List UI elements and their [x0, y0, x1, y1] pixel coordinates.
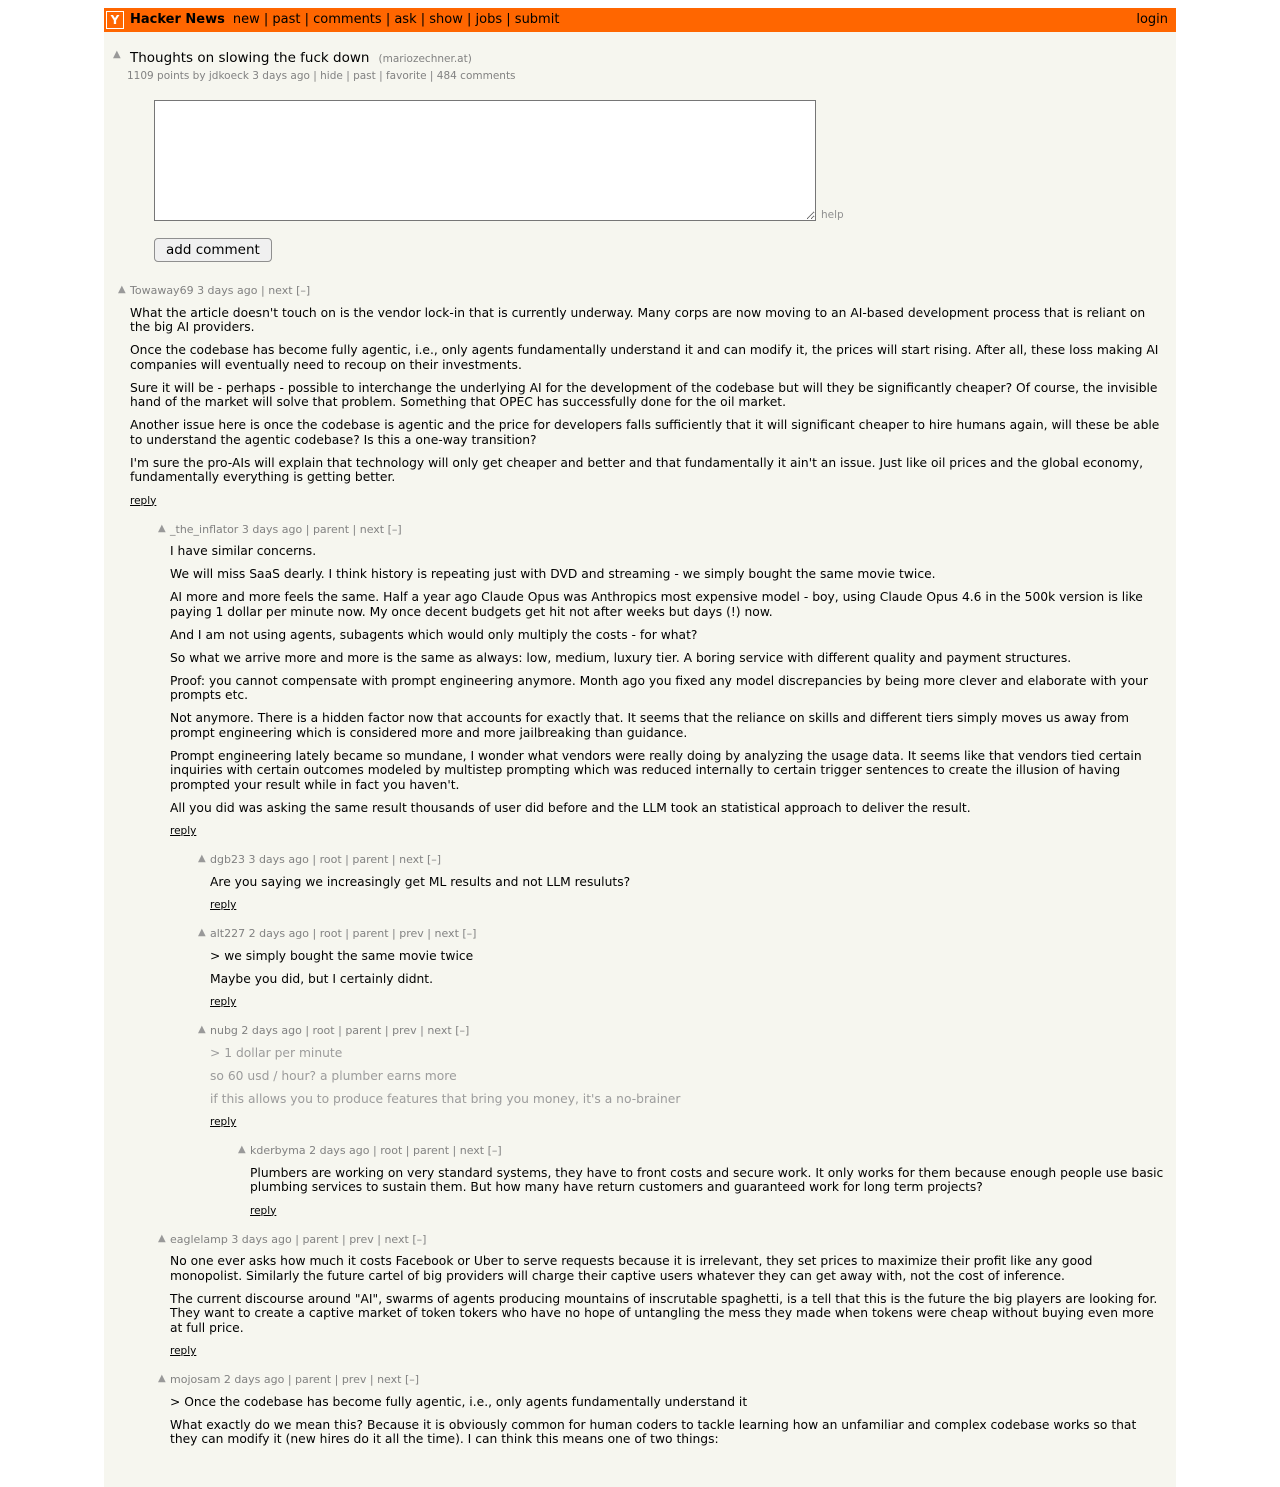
y-combinator-logo-icon[interactable]: Y [106, 11, 124, 29]
topbar-link-comments[interactable]: comments [313, 12, 382, 27]
topbar-link-show[interactable]: show [429, 12, 463, 27]
story-age-link[interactable]: 3 days ago [252, 70, 310, 82]
comment-author-link[interactable]: nubg [210, 1024, 238, 1037]
comment [158, 523, 1176, 838]
comment-textarea[interactable] [154, 100, 816, 221]
reply-link[interactable]: reply [170, 825, 197, 837]
story-past-link[interactable]: past [353, 70, 376, 82]
reply-link[interactable]: reply [210, 1116, 237, 1128]
comment-paragraph: What the article doesn't touch on is the vendor lock-in that is currently underway. Many corps are now moving to an AI-based development process that is reliant on the big AI providers. [130, 305, 1146, 334]
comment-age-link[interactable]: 3 days ago [241, 522, 303, 536]
reply-link[interactable]: reply [210, 899, 237, 911]
add-comment-button[interactable]: add comment [154, 238, 272, 262]
comment-age-link[interactable]: 3 days ago [231, 1232, 292, 1246]
reply-row [210, 899, 1164, 911]
comment-author-link[interactable]: kderbyma [250, 1144, 306, 1157]
upvote-arrow-icon[interactable]: ▲ [198, 853, 206, 864]
collapse-toggle[interactable]: [–] [296, 284, 311, 297]
comment [198, 853, 1176, 911]
comment-header: alt227 2 days ago | root | parent | prev | next [–] [210, 927, 477, 940]
collapse-toggle[interactable]: [–] [387, 522, 402, 536]
comment-age-link[interactable]: 2 days ago [223, 1373, 285, 1386]
comment-form [154, 100, 1156, 262]
comment-paragraph: > we simply bought the same movie twice [210, 948, 474, 963]
comment-author-link[interactable]: Towaway69 [130, 284, 194, 297]
reply-row [170, 1345, 1164, 1357]
comment-nav-next-link[interactable]: next [399, 853, 424, 866]
comment-nav-next-link[interactable]: next [434, 927, 459, 940]
topbar-link-submit[interactable]: submit [514, 12, 560, 27]
comment-nav-prev-link[interactable]: prev [349, 1232, 374, 1246]
comment-author-link[interactable]: _the_inflator [170, 522, 239, 536]
comment-paragraph: The current discourse around "AI", swarms of agents producing mountains of inscrutable spaghetti, is a tell that this is the future the big players are looking for. They want to create a captive market of token tokers who have no hope of untangling the mess they made when tokens were cheap without buying even more at full price. [170, 1291, 1158, 1335]
topbar-nav: new | past | comments | ask | show | jobs | submit [232, 12, 560, 27]
comment-paragraph: Once the codebase has become fully agentic, i.e., only agents fundamentally understand it and can modify it, the prices will start rising. After all, these loss making AI companies will eventually need to recoup on their investments. [130, 343, 1159, 372]
comment-nav-parent-link[interactable]: parent [352, 927, 389, 940]
comment-age-link[interactable]: 2 days ago [309, 1144, 370, 1157]
reply-link[interactable]: reply [210, 996, 237, 1008]
reply-link[interactable]: reply [130, 494, 157, 507]
comment-nav-parent-link[interactable]: parent [302, 1232, 339, 1246]
upvote-arrow-icon[interactable]: ▲ [118, 284, 126, 295]
main-container [104, 8, 1176, 1487]
comment-nav-parent-link[interactable]: parent [352, 853, 389, 866]
comment-nav-root-link[interactable]: root [319, 927, 342, 940]
comment-paragraph: I'm sure the pro-AIs will explain that technology will only get cheaper and better and that fundamentally it ain't an issue. Just like oil prices and the global economy, fundamentally everything is getting better. [130, 455, 1144, 484]
comment-nav-prev-link[interactable]: prev [392, 1024, 417, 1037]
upvote-arrow-icon[interactable]: ▲ [198, 927, 206, 938]
comment-header: mojosam 2 days ago | parent | prev | next [–] [170, 1373, 420, 1386]
comment-text [170, 1254, 1164, 1357]
comment-paragraph: Maybe you did, but I certainly didnt. [210, 971, 434, 986]
collapse-toggle[interactable]: [–] [487, 1144, 502, 1157]
comment-paragraph: so 60 usd / hour? a plumber earns more [210, 1068, 457, 1083]
story-points: 1109 points [127, 70, 190, 82]
comment-nav-root-link[interactable]: root [319, 853, 342, 866]
story-title-link[interactable]: Thoughts on slowing the fuck down [130, 50, 370, 66]
comment-paragraph: Sure it will be - perhaps - possible to interchange the underlying AI for the development of the codebase but will they be significantly cheaper? Of course, the invisible hand of the market will solve that problem. Something that OPEC has successfully done for the oil market. [130, 380, 1158, 409]
topbar-link-jobs[interactable]: jobs [475, 12, 503, 27]
comment-nav-next-link[interactable]: next [427, 1024, 452, 1037]
comment-nav-next-link[interactable]: next [459, 1144, 485, 1157]
reply-row [130, 495, 1164, 507]
comment-paragraph: > Once the codebase has become fully agentic, i.e., only agents fundamentally understand it [170, 1394, 748, 1409]
comment-tree [104, 284, 1176, 1447]
story-domain-link[interactable]: (mariozechner.at) [378, 53, 472, 65]
comment-age-link[interactable]: 3 days ago [248, 853, 309, 866]
topbar-link-new[interactable]: new [232, 12, 260, 27]
comment-nav-parent-link[interactable]: parent [295, 1373, 332, 1386]
comment-paragraph: Plumbers are working on very standard systems, they have to front costs and secure work. It only works for them because enough people use basic plumbing services to sustain them. But how many have return customers and guaranteed work for long term projects? [250, 1165, 1164, 1194]
comment-paragraph: What exactly do we mean this? Because it is obviously common for human coders to tackle learning how an unfamiliar and complex codebase works so that they can modify it (new hires do it all the time). I can think this means one of two things: [170, 1417, 1137, 1446]
upvote-arrow-icon[interactable]: ▲ [158, 1373, 166, 1384]
comment-header: dgb23 3 days ago | root | parent | next [–] [210, 853, 442, 866]
comment-nav-root-link[interactable]: root [312, 1024, 335, 1037]
story-subtext [127, 70, 1166, 82]
comment-text [170, 544, 1164, 837]
story-favorite-link[interactable]: favorite [385, 70, 427, 82]
story-author-link[interactable]: jdkoeck [208, 70, 249, 82]
upvote-arrow-icon[interactable]: ▲ [238, 1144, 246, 1155]
collapse-toggle[interactable]: [–] [462, 927, 477, 940]
collapse-toggle[interactable]: [–] [426, 853, 442, 866]
hackernews-brand-link[interactable]: Hacker News [130, 12, 225, 27]
topbar-link-ask[interactable]: ask [394, 12, 417, 27]
comment-paragraph: I have similar concerns. [170, 544, 317, 558]
comment-paragraph: > 1 dollar per minute [210, 1045, 343, 1060]
reply-row [210, 996, 1164, 1008]
comment [158, 1233, 1176, 1358]
story-header [104, 32, 1176, 262]
comment-header: _the_inflator 3 days ago | parent | next [–] [170, 522, 402, 536]
comment-paragraph: No one ever asks how much it costs Facebook or Uber to serve requests because it is irrelevant, they set prices to maximize their profit like any good monopolist. Similarly the future cartel of big providers will charge their captive users whatever they can get away with, not the cost of inference. [170, 1254, 1093, 1283]
comment-paragraph: AI more and more feels the same. Half a year ago Claude Opus was Anthropics most expensive model - boy, using Claude Opus 4.6 in the 500k version is like paying 1 dollar per minute now. My once decent budgets get hit not after weeks but days (!) now. [170, 590, 1143, 619]
comment-paragraph: And I am not using agents, subagents which would only multiply the costs - for what? [170, 627, 698, 642]
comment-nav-next-link[interactable]: next [377, 1373, 402, 1386]
login-link[interactable]: login [1136, 12, 1168, 27]
comment-nav-parent-link[interactable]: parent [312, 522, 350, 536]
comment-nav-next-link[interactable]: next [268, 284, 293, 297]
comment-author-link[interactable]: mojosam [170, 1373, 221, 1386]
collapse-toggle[interactable]: [–] [404, 1373, 420, 1386]
comment-text [170, 1395, 1164, 1447]
comment-age-link[interactable]: 3 days ago [197, 284, 258, 297]
top-navigation-bar [104, 8, 1176, 32]
comment-nav-prev-link[interactable]: prev [341, 1373, 367, 1386]
comment-text [250, 1166, 1164, 1217]
upvote-arrow-icon[interactable]: ▲ [113, 49, 121, 60]
comment-header: eaglelamp 3 days ago | parent | prev | next [–] [170, 1232, 427, 1246]
comment-nav-parent-link[interactable]: parent [345, 1024, 382, 1037]
story-comments-link[interactable]: 484 comments [436, 70, 516, 82]
comment-paragraph: Another issue here is once the codebase is agentic and the price for developers falls sufficiently that it will significant cheaper to hire humans again, will these be able to understand the agentic codebase? Is this a one-way transition? [130, 418, 1160, 447]
comment-text [210, 949, 1164, 1009]
comment-header: nubg 2 days ago | root | parent | prev | next [–] [210, 1024, 470, 1037]
comment-age-link[interactable]: 2 days ago [248, 927, 310, 940]
comment-header: Towaway69 3 days ago | next [–] [130, 284, 311, 297]
comment-header: kderbyma 2 days ago | root | parent | next [–] [250, 1144, 502, 1157]
topbar-link-past[interactable]: past [272, 12, 301, 27]
comment [118, 284, 1176, 507]
comment-nav-next-link[interactable]: next [384, 1232, 409, 1246]
reply-row [250, 1205, 1164, 1217]
comment [238, 1144, 1176, 1217]
comment-author-link[interactable]: alt227 [210, 927, 246, 940]
comment [198, 927, 1176, 1008]
upvote-arrow-icon[interactable]: ▲ [158, 1232, 166, 1244]
comment-author-link[interactable]: eaglelamp [170, 1232, 228, 1246]
comment-text [210, 875, 1164, 912]
reply-row [170, 825, 1164, 837]
comment-nav-next-link[interactable]: next [359, 522, 385, 536]
reply-link[interactable]: reply [170, 1345, 197, 1357]
comment-nav-parent-link[interactable]: parent [412, 1144, 450, 1157]
comment-text [130, 306, 1164, 507]
reply-link[interactable]: reply [250, 1204, 277, 1217]
comment [158, 1373, 1176, 1447]
formatting-help-link[interactable]: help [821, 209, 844, 221]
comment-paragraph: All you did was asking the same result thousands of user did before and the LLM took an statistical approach to deliver the result. [170, 800, 971, 815]
comment-nav-prev-link[interactable]: prev [399, 927, 424, 940]
comment [198, 1024, 1176, 1128]
comment-paragraph: Not anymore. There is a hidden factor now that accounts for exactly that. It seems that the reliance on skills and different tiers simply moves us away from prompt engineering which is considered more and more jailbreaking than guidance. [170, 711, 1129, 740]
subtext-links: | hide | past | favorite | 484 comments [309, 70, 516, 82]
comment-paragraph: We will miss SaaS dearly. I think history is repeating just with DVD and streaming - we simply bought the same movie twice. [170, 567, 936, 581]
collapse-toggle[interactable]: [–] [455, 1024, 470, 1037]
reply-row [210, 1116, 1164, 1128]
comment-paragraph: if this allows you to produce features that bring you money, it's a no-brainer [210, 1091, 681, 1106]
comment-paragraph: So what we arrive more and more is the same as always: low, medium, luxury tier. A boring service with different quality and payment structures. [170, 650, 1072, 665]
comment-paragraph: Are you saying we increasingly get ML results and not LLM resuluts? [210, 874, 631, 889]
upvote-arrow-icon[interactable]: ▲ [158, 522, 166, 534]
collapse-toggle[interactable]: [–] [412, 1232, 427, 1246]
comment-age-link[interactable]: 2 days ago [241, 1024, 302, 1037]
story-hide-link[interactable]: hide [320, 70, 343, 82]
by-label: by [192, 70, 206, 82]
comment-text [210, 1046, 1164, 1129]
comment-paragraph: Prompt engineering lately became so mundane, I wonder what vendors were really doing by analyzing the usage data. It seems like that vendors tied certain inquiries with certain outcomes modeled by multistep prompting which was reduced internally to certain trigger sentences to create the illusion of having prompted your result while in fact you haven't. [170, 748, 1142, 792]
comment-paragraph: Proof: you cannot compensate with prompt engineering anymore. Month ago you fixed any model discrepancies by being more clever and elaborate with your prompts etc. [170, 673, 1148, 702]
comment-author-link[interactable]: dgb23 [210, 853, 245, 866]
comment-nav-root-link[interactable]: root [380, 1144, 403, 1157]
upvote-arrow-icon[interactable]: ▲ [198, 1024, 206, 1035]
